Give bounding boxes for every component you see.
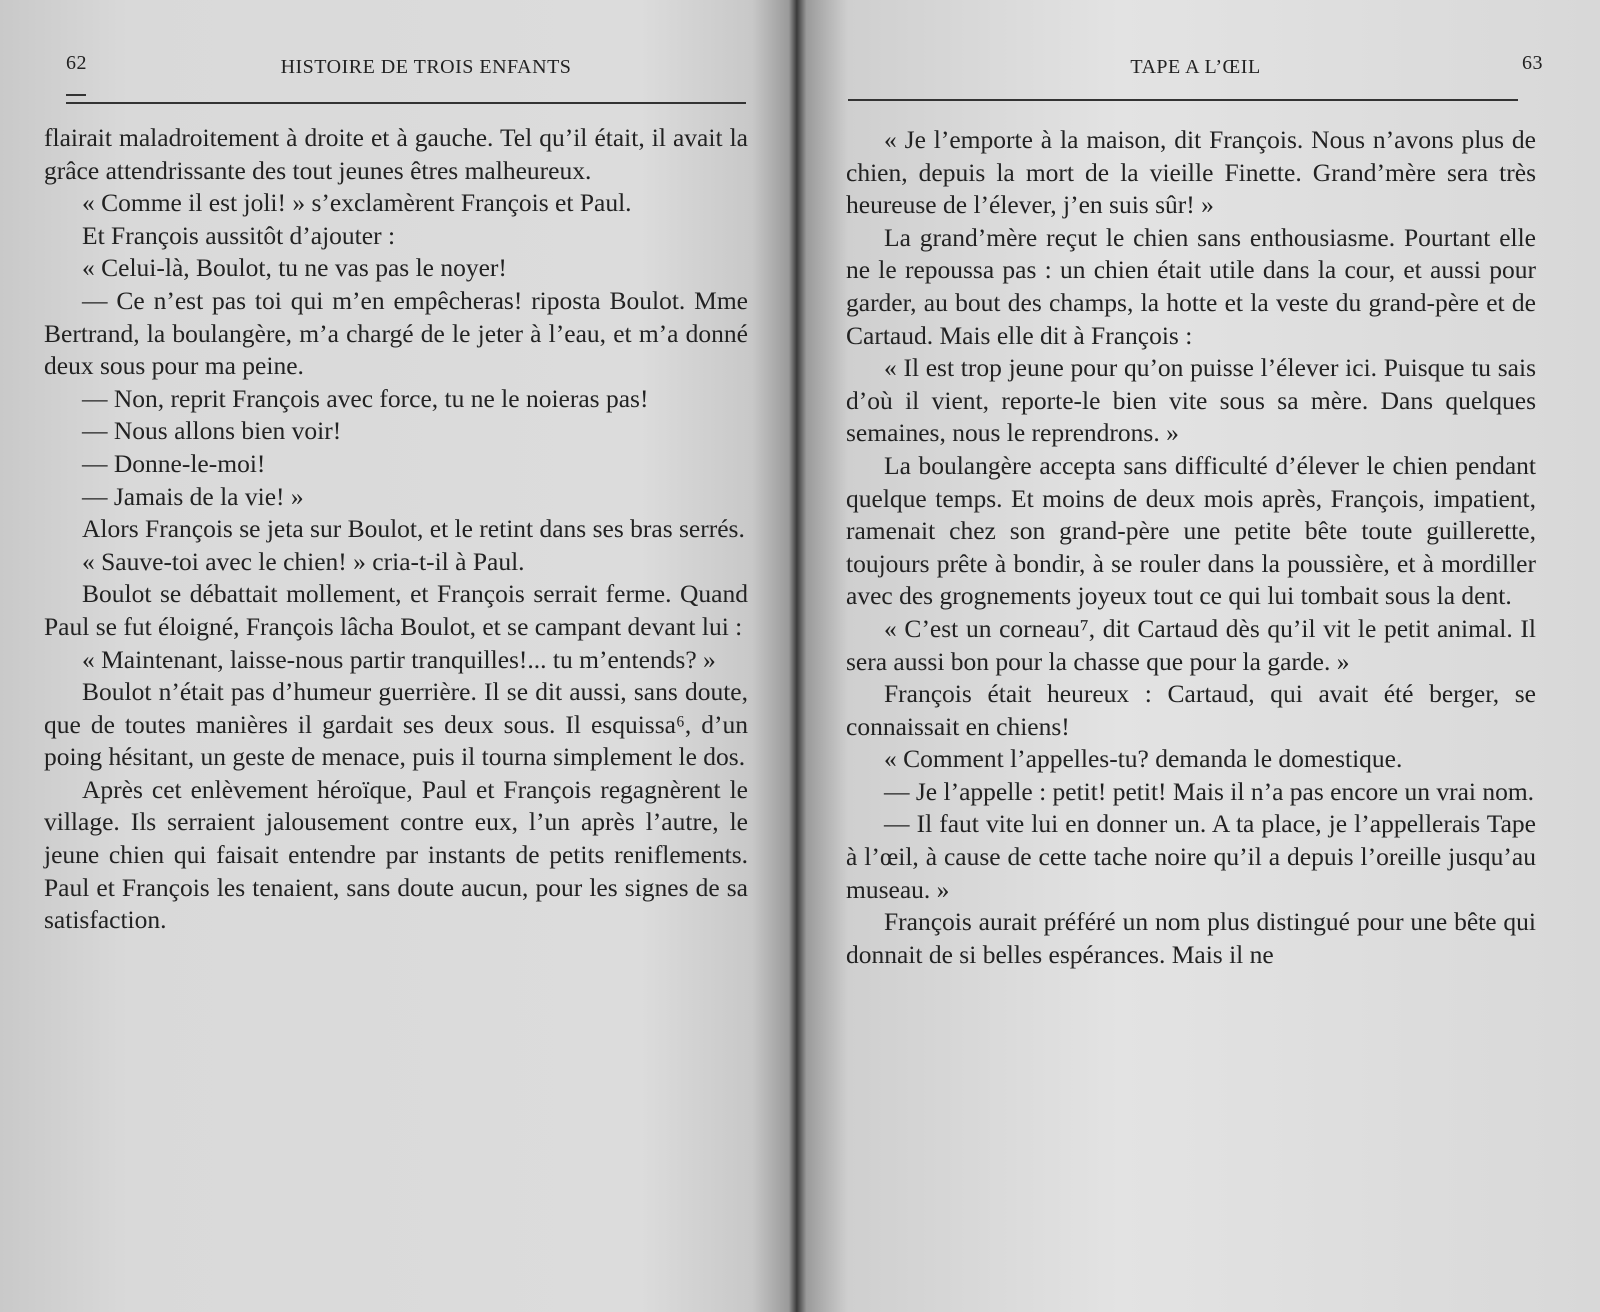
paragraph: Après cet enlèvement héroïque, Paul et François regagnèrent le village. Ils serraient jalousement contre eux, l’un après l’autre, le jeune chien qui faisait entendre par instants de petits reniflements. Paul et François les tenaient, sans doute aucun, pour les signes de sa satisfaction.	[44, 774, 748, 935]
paragraph: — Je l’appelle : petit! petit! Mais il n’a pas encore un vrai nom.	[884, 776, 1535, 806]
left-page	[0, 0, 780, 1312]
right-page	[812, 0, 1600, 1312]
paragraph: « Sauve-toi avec le chien! » cria-t-il à Paul.	[82, 546, 525, 576]
header-dash	[66, 94, 86, 96]
paragraph: — Jamais de la vie! »	[82, 481, 304, 511]
page-body	[44, 122, 748, 937]
header-rule	[66, 102, 746, 104]
paragraph: Boulot n’était pas d’humeur guerrière. Il se dit aussi, sans doute, que de toutes manières il gardait ses deux sous. Il esquissa⁶, d’un poing hésitant, un geste de menace, puis il tourna simplement le dos.	[44, 677, 748, 772]
paragraph: — Ce n’est pas toi qui m’en empêcheras! riposta Boulot. Mme Bertrand, la boulangère, m’a chargé de le jeter à l’eau, et m’a donné deux sous pour ma peine.	[44, 285, 748, 381]
page-body	[846, 124, 1536, 971]
paragraph: La boulangère accepta sans difficulté d’élever le chien pendant quelque temps. Et moins de deux mois après, François, impatient, ramenait chez son grand-père une petite bête toute guillerette, toujours prête à bondir, à se rouler dans la poussière, et à mordiller avec des grognements joyeux tout ce qui lui tombait sous la dent.	[846, 450, 1536, 611]
page-number: 62	[66, 52, 87, 74]
page-number: 63	[1522, 52, 1543, 74]
paragraph: — Non, reprit François avec force, tu ne le noieras pas!	[82, 383, 649, 413]
paragraph: Alors François se jeta sur Boulot, et le retint dans ses bras serrés.	[82, 514, 745, 544]
paragraph: La grand’mère reçut le chien sans enthousiasme. Pourtant elle ne le repoussa pas : un chien était utile dans la cour, et aussi pour garder, au bout des champs, la hotte et la veste du grand-père et de Cartaud. Mais elle dit à François :	[846, 222, 1536, 350]
paragraph: « Celui-là, Boulot, tu ne vas pas le noyer!	[82, 253, 507, 283]
paragraph: « Il est trop jeune pour qu’on puisse l’élever ici. Puisque tu sais d’où il vient, reporte-le bien vite sous sa mère. Dans quelques semaines, nous le reprendrons. »	[846, 353, 1536, 448]
paragraph: — Donne-le-moi!	[82, 448, 266, 478]
paragraph: — Il faut vite lui en donner un. A ta place, je l’appellerais Tape à l’œil, à cause de cette tache noire qu’il a depuis l’oreille jusqu’au museau. »	[846, 809, 1536, 904]
paragraph: — Nous allons bien voir!	[82, 416, 342, 446]
paragraph: « Comme il est joli! » s’exclamèrent François et Paul.	[82, 188, 632, 218]
left-page-header	[66, 52, 746, 80]
paragraph: « Je l’emporte à la maison, dit François. Nous n’avons plus de chien, depuis la mort de la vieille Finette. Grand’mère sera très heureuse de l’élever, j’en suis sûr! »	[846, 125, 1536, 220]
right-page-header	[848, 52, 1543, 80]
paragraph: Boulot se débattait mollement, et François serrait ferme. Quand Paul se fut éloigné, François lâcha Boulot, et se campant devant lui :	[44, 579, 748, 641]
paragraph: « Comment l’appelles-tu? demanda le domestique.	[884, 744, 1403, 774]
running-head: HISTOIRE DE TROIS ENFANTS	[280, 56, 572, 78]
paragraph: « C’est un corneau⁷, dit Cartaud dès qu’il vit le petit animal. Il sera aussi bon pour la chasse que pour la garde. »	[846, 613, 1536, 676]
running-head: TAPE A L’ŒIL	[1130, 56, 1261, 78]
paragraph: « Maintenant, laisse-nous partir tranquilles!... tu m’entends? »	[82, 644, 716, 674]
paragraph: flairait maladroitement à droite et à gauche. Tel qu’il était, il avait la grâce attendrissante des tout jeunes êtres malheureux.	[44, 123, 748, 185]
paragraph: François aurait préféré un nom plus distingué pour une bête qui donnait de si belles espérances. Mais il ne	[846, 907, 1536, 969]
paragraph: Et François aussitôt d’ajouter :	[82, 220, 396, 250]
paragraph: François était heureux : Cartaud, qui avait été berger, se connaissait en chiens!	[846, 679, 1536, 741]
header-rule	[848, 99, 1518, 101]
